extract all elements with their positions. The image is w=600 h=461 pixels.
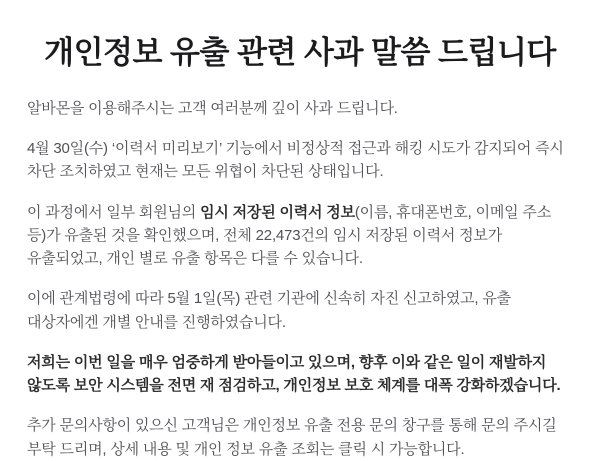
paragraph-security-commitment: 저희는 이번 일을 매우 엄중하게 받아들이고 있으며, 향후 이와 같은 일이 재발하지 않도록 보안 시스템을 전면 재 점검하고, 개인정보 보호 체계를 대폭 강화하겠습니다. bbox=[27, 353, 561, 394]
paragraph-leak-details bbox=[27, 201, 573, 271]
leak-details-bold-phrase: 임시 저장된 이력서 정보 bbox=[200, 203, 355, 221]
paragraph-contact-info: 추가 문의사항이 있으신 고객님은 개인정보 유출 전용 문의 창구를 통해 문의 주시길 부탁 드리며, 상세 내용 및 개인 정보 유출 조회는 클릭 시 가능합니다. bbox=[27, 417, 557, 458]
page-title: 개인정보 유출 관련 사과 말씀 드립니다 bbox=[44, 35, 556, 70]
paragraph-authority-report: 이에 관계법령에 따라 5월 1일(목) 관련 기관에 신속히 자진 신고하였고, 유출 대상자에겐 개별 안내를 진행하였습니다. bbox=[27, 290, 511, 331]
paragraph-greeting: 알바몬을 이용해주시는 고객 여러분께 깊이 사과 드립니다. bbox=[27, 99, 398, 117]
paragraph-incident-detection: 4월 30일(수) ‘이력서 미리보기’ 기능에서 비정상적 접근과 해킹 시도가 감지되어 즉시 차단 조치하였고 현재는 모든 위협이 차단된 상태입니다. bbox=[27, 140, 564, 181]
leak-details-text-before: 이 과정에서 일부 회원님의 bbox=[27, 203, 201, 221]
leak-details-text-after: (이름, 휴대폰번호, 이메일 주소 등)가 유출된 것을 확인했으며, 전체 22,473건의 임시 저장된 이력서 정보가 유출되었고, 개인 별로 유출 항목은 다를 수 있습니다. bbox=[27, 203, 551, 267]
